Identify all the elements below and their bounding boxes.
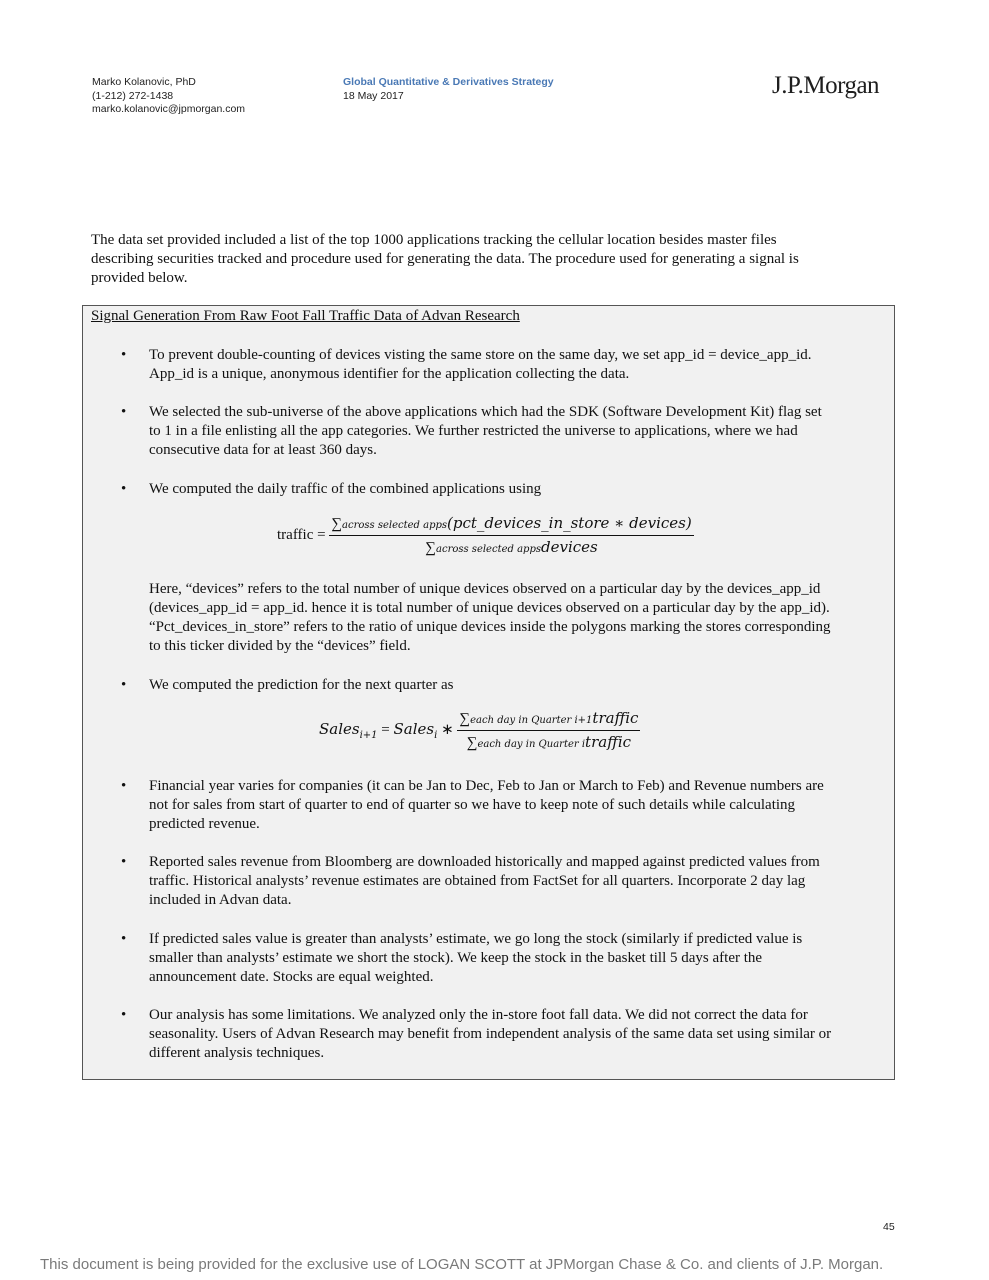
footer-disclaimer: This document is being provided for the exclusive use of LOGAN SCOTT at JPMorgan Chase & Co. and clients of J.P. Morgan. <box>40 1256 884 1273</box>
sales-equation <box>319 709 640 752</box>
bullet-icon: • <box>121 481 127 497</box>
bullet-icon: • <box>121 1007 127 1023</box>
list-item-line: We computed the daily traffic of the combined applications using <box>149 481 542 497</box>
numerator-body: traffic <box>592 709 639 727</box>
denominator-body: traffic <box>585 733 632 751</box>
author-phone: (1-212) 272-1438 <box>92 89 174 102</box>
list-item-line: To prevent double-counting of devices visting the same store on the same day, we set app_id = device_app_id. <box>149 347 812 363</box>
sum-symbol: ∑ <box>331 516 343 532</box>
list-item <box>149 676 891 695</box>
author-email: marko.kolanovic@jpmorgan.com <box>92 103 246 115</box>
list-item <box>149 930 891 987</box>
list-item-line: App_id is a unique, anonymous identifier for the application collecting the data. <box>149 366 630 382</box>
list-item-line: If predicted sales value is greater than analysts’ estimate, we go long the stock (similarly if predicted value is <box>149 931 803 947</box>
sales-subscript: i+1 <box>359 730 378 741</box>
list-item-line: predicted revenue. <box>149 816 260 832</box>
sum-subscript: across selected apps <box>342 520 448 531</box>
sum-symbol: ∑ <box>425 540 436 556</box>
traffic-equation <box>277 514 694 557</box>
sales-denominator <box>457 731 640 752</box>
author-name: Marko Kolanovic, PhD <box>92 76 196 88</box>
list-item-line: to 1 in a file enlisting all the app categories. We further restricted the universe to applications, where we had <box>149 423 798 439</box>
multiply-sign: ∗ <box>437 722 458 738</box>
procedure-title: Signal Generation From Raw Foot Fall Traffic Data of Advan Research <box>91 308 520 324</box>
sales-var: Sales <box>319 720 360 738</box>
denominator-body: devices <box>541 538 598 556</box>
sales-subscript: i <box>434 730 438 741</box>
sales-fraction <box>457 709 640 752</box>
sales-var: Sales <box>393 720 435 738</box>
traffic-fraction <box>329 514 693 557</box>
list-item-line: different analysis techniques. <box>149 1045 325 1061</box>
department-block <box>343 76 554 103</box>
sum-subscript: across selected apps <box>436 544 541 555</box>
bullet-icon: • <box>121 854 127 870</box>
intro-line: provided below. <box>91 270 188 286</box>
list-item-line: smaller than analysts’ estimate we short the stock). We keep the stock in the basket till 5 days after the <box>149 950 763 966</box>
traffic-denominator <box>329 536 693 557</box>
procedure-box <box>82 305 895 1080</box>
numerator-body: (pct_devices_in_store ∗ devices) <box>447 514 692 532</box>
sum-symbol: ∑ <box>459 711 471 727</box>
equals-sign: = <box>377 722 394 738</box>
list-item-line: seasonality. Users of Advan Research may benefit from independent analysis of the same data set using similar or <box>149 1026 832 1042</box>
list-item-line: Here, “devices” refers to the total number of unique devices observed on a particular day by the devices_app_id <box>149 581 821 597</box>
list-item-line: “Pct_devices_in_store” refers to the ratio of unique devices inside the polygons marking the stores corresponding <box>149 619 831 635</box>
traffic-numerator <box>329 514 693 536</box>
jpmorgan-logo: J.P.Morgan <box>772 72 880 99</box>
intro-paragraph <box>91 231 881 288</box>
traffic-equation-lhs: traffic = <box>277 527 326 543</box>
list-item-continuation <box>149 580 891 656</box>
page-number: 45 <box>883 1221 895 1233</box>
list-item <box>149 853 891 910</box>
sum-subscript: each day in Quarter i <box>477 739 586 750</box>
list-item <box>149 346 891 384</box>
list-item <box>149 1006 891 1063</box>
list-item <box>149 777 891 834</box>
list-item-line: Our analysis has some limitations. We analyzed only the in-store foot fall data. We did not correct the data for <box>149 1007 808 1023</box>
report-date: 18 May 2017 <box>343 89 404 102</box>
list-item <box>149 403 891 460</box>
list-item-line: not for sales from start of quarter to end of quarter so we have to keep note of such details while calculating <box>149 797 796 813</box>
author-block <box>92 76 245 117</box>
intro-line: The data set provided included a list of the top 1000 applications tracking the cellular location besides master files <box>91 232 777 248</box>
list-item-line: (devices_app_id = app_id. hence it is total number of unique devices observed on a particular day by the app_id). <box>149 600 830 616</box>
sales-numerator <box>457 709 640 731</box>
list-item-line: consecutive data for at least 360 days. <box>149 442 377 458</box>
bullet-icon: • <box>121 778 127 794</box>
bullet-icon: • <box>121 347 127 363</box>
bullet-icon: • <box>121 404 127 420</box>
list-item-line: to this ticker divided by the “devices” field. <box>149 638 411 654</box>
list-item-line: included in Advan data. <box>149 892 292 908</box>
list-item-line: Reported sales revenue from Bloomberg are downloaded historically and mapped against predicted values from <box>149 854 820 870</box>
list-item <box>149 480 891 499</box>
bullet-icon: • <box>121 931 127 947</box>
bullet-icon: • <box>121 677 127 693</box>
list-item-line: announcement date. Stocks are equal weighted. <box>149 969 434 985</box>
intro-line: describing securities tracked and procedure used for generating the data. The procedure used for generating a signal is <box>91 251 799 267</box>
sales-equation-lhs <box>319 720 458 741</box>
department-name: Global Quantitative & Derivatives Strategy <box>343 76 554 88</box>
list-item-line: We selected the sub-universe of the above applications which had the SDK (Software Development Kit) flag set <box>149 404 822 420</box>
sum-symbol: ∑ <box>466 735 478 751</box>
list-item-line: Financial year varies for companies (it can be Jan to Dec, Feb to Jan or March to Feb) and Revenue numbers are <box>149 778 824 794</box>
list-item-line: traffic. Historical analysts’ revenue estimates are obtained from FactSet for all quarters. Incorporate 2 day lag <box>149 873 806 889</box>
list-item-line: We computed the prediction for the next quarter as <box>149 677 454 693</box>
sum-subscript: each day in Quarter i+1 <box>470 715 593 726</box>
